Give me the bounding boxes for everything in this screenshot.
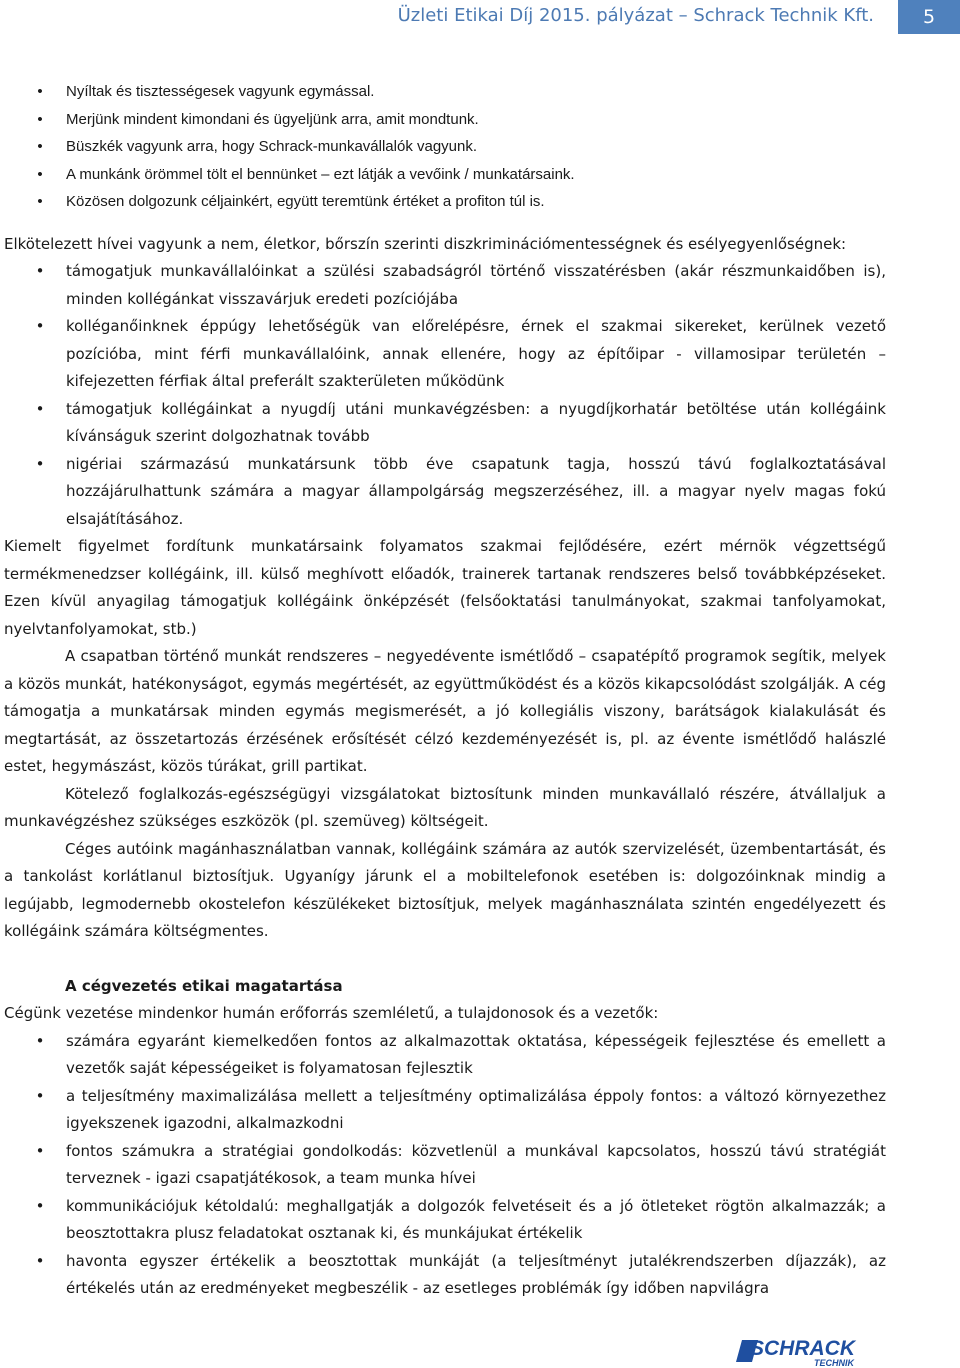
- list-item-text: számára egyaránt kiemelkedően fontos az alkalmazottak oktatása, képességeik fejlesztése és emellett a vezetők saját képességeiket is folyamatosan fejlesztik: [66, 1031, 886, 1077]
- list-item-text: kommunikációjuk kétoldalú: meghallgatják a dolgozók felvetéseit és a jó ötleteket rögtön alkalmazzák; a beosztottakra plusz feladatokat osztanak ki, és munkájukat értékelik: [66, 1196, 886, 1242]
- list-item-text: Nyíltak és tisztességesek vagyunk egymással.: [66, 83, 375, 100]
- bullet-icon: •: [37, 138, 43, 155]
- section-title: A cégvezetés etikai magatartása: [65, 976, 343, 995]
- leadership-list: [4, 1028, 886, 1303]
- diversity-list: [4, 258, 886, 533]
- list-item: [4, 106, 886, 134]
- bullet-icon: •: [35, 317, 45, 335]
- header-title: Üzleti Etikai Díj 2015. pályázat – Schrack Technik Kft.: [397, 5, 874, 26]
- document-body: [4, 78, 886, 1303]
- list-item-text: a teljesítmény maximalizálása mellett a teljesítmény optimalizálása éppoly fontos: a változó környezethez igyekszenek igazodni, alkalmazkodni: [66, 1086, 886, 1132]
- paragraph-benefits: Céges autóink magánhasználatban vannak, kollégáink számára az autók szervizelését, üzembentartását, és a tankolást korlátlanul biztosítjuk. Ugyanígy járunk el a mobiltelefonok esetében is: dolgozóinknak mindig a legújabb, legmodernebb okostelefon készülékeket biztosítjuk, melyek magánhasználata szintén engedélyezett és kollégáink számára költségmentes.: [4, 839, 886, 940]
- list-item-text: támogatjuk kollégáinkat a nyugdíj utáni munkavégzésben: a nyugdíjkorhatár betöltése után kollégáink kívánságuk szerint dolgozhatnak tovább: [66, 399, 886, 445]
- bullet-icon: •: [37, 110, 43, 128]
- bullet-icon: •: [35, 1141, 45, 1160]
- list-item: [4, 1193, 886, 1248]
- values-list: [4, 78, 886, 216]
- bullet-icon: •: [37, 193, 43, 210]
- page-number-badge: 5: [898, 0, 960, 34]
- schrack-logo: [736, 1334, 886, 1368]
- list-item: [4, 78, 886, 106]
- list-item-text: kolléganőinknek éppúgy lehetőségük van előrelépésre, érnek el szakmai sikereket, kerülnek vezető pozícióba, mint férfi munkavállalóink, annak ellenére, hogy az építőipar - villamosipar területén – kifejezetten férfiak által preferált szakterületen működünk: [66, 317, 886, 390]
- list-item: [4, 1028, 886, 1083]
- bullet-icon: •: [35, 399, 45, 418]
- bullet-icon: •: [37, 83, 43, 100]
- paragraph-health: Kötelező foglalkozás-egészségügyi vizsgálatokat biztosítunk minden munkavállaló részére, átvállaljuk a munkavégzéshez szükséges eszközök (pl. szemüveg) költségeit.: [4, 784, 886, 830]
- list-item: [4, 161, 886, 189]
- bullet-icon: •: [35, 262, 45, 280]
- bullet-icon: •: [35, 1251, 45, 1270]
- list-item-text: fontos számukra a stratégiai gondolkodás: közvetlenül a munkával kapcsolatos, hosszú távú stratégiát terveznek - igazi csapatjátékosok, a team munka hívei: [66, 1141, 886, 1187]
- list-item: [4, 133, 886, 161]
- list-item: [4, 313, 886, 396]
- bullet-icon: •: [35, 1196, 45, 1215]
- list-item-text: támogatjuk munkavállalóinkat a szülési szabadságról történő visszatérésben (akár részmunkaidőben is), minden kollégánkat visszavárjuk eredeti pozíciójába: [66, 262, 886, 308]
- leadership-lead: Cégünk vezetése mindenkor humán erőforrás szemléletű, a tulajdonosok és a vezetők:: [4, 1004, 659, 1022]
- list-item-text: A munkánk örömmel tölt el bennünket – ezt látják a vevőink / munkatársaink.: [66, 165, 575, 183]
- list-item: [4, 1083, 886, 1138]
- diversity-lead: Elkötelezett hívei vagyunk a nem, életkor, bőrszín szerinti diszkriminációmentességnek és esélyegyenlőségnek:: [4, 234, 847, 253]
- list-item-text: Merjünk mindent kimondani és ügyeljünk arra, amit mondtunk.: [66, 110, 479, 128]
- list-item: [4, 1138, 886, 1193]
- list-item-text: havonta egyszer értékelik a beosztottak munkáját (a teljesítményt jutalékrendszerben díjazzák), az értékelés után az eredményeket megbeszélik - az esetleges problémák így időben napvilágra: [66, 1251, 886, 1297]
- list-item-text: Büszkék vagyunk arra, hogy Schrack-munkavállalók vagyunk.: [66, 138, 478, 155]
- logo-sub: TECHNIK: [814, 1358, 854, 1368]
- page-header: [0, 0, 960, 34]
- list-item-text: Közösen dolgozunk céljainkért, együtt teremtünk értéket a profiton túl is.: [66, 193, 545, 210]
- bullet-icon: •: [35, 1086, 45, 1105]
- paragraph-teambuilding: A csapatban történő munkát rendszeres – negyedévente ismétlődő – csapatépítő programok segítik, melyek a közös munkát, hatékonyságot, egymás megértését, az együttműködést és a közös kikapcsolódást szolgálják. A cég támogatja a munkatársak minden egymás megismerését, a jó kollegiális viszony, barátságok kialakulását és megtartását, az összetartozás érzésének erősítését célzó kezdeményezését is, pl. az évente ismétlődő halászlé estet, hegymászást, közös túrákat, grill partikat.: [4, 647, 886, 775]
- list-item: [4, 396, 886, 451]
- list-item: [4, 258, 886, 313]
- list-item: [4, 188, 886, 216]
- logo-name: SCHRACK: [750, 1337, 855, 1360]
- paragraph-training: Kiemelt figyelmet fordítunk munkatársaink folyamatos szakmai fejlődésére, ezért mérnök végzettségű termékmenedzser kollégáink, ill. külső meghívott előadók, trainerek tartanak rendszeres belső továbbképzéseket. Ezen kívül anyagilag támogatjuk kollégáink önképzését (felsőoktatási tanulmányokat, szakmai tanfolyamokat, nyelvtanfolyamokat, stb.): [4, 537, 886, 638]
- list-item-text: nigériai származású munkatársunk több éve csapatunk tagja, hosszú távú foglalkoztatásával hozzájárulhattunk számára a magyar állampolgárság megszerzéséhez, ill. a magyar nyelv magas fokú elsajátításához.: [66, 454, 886, 528]
- bullet-icon: •: [35, 454, 45, 473]
- bullet-icon: •: [35, 1031, 45, 1050]
- list-item: [4, 1248, 886, 1303]
- bullet-icon: •: [37, 165, 43, 183]
- list-item: [4, 451, 886, 534]
